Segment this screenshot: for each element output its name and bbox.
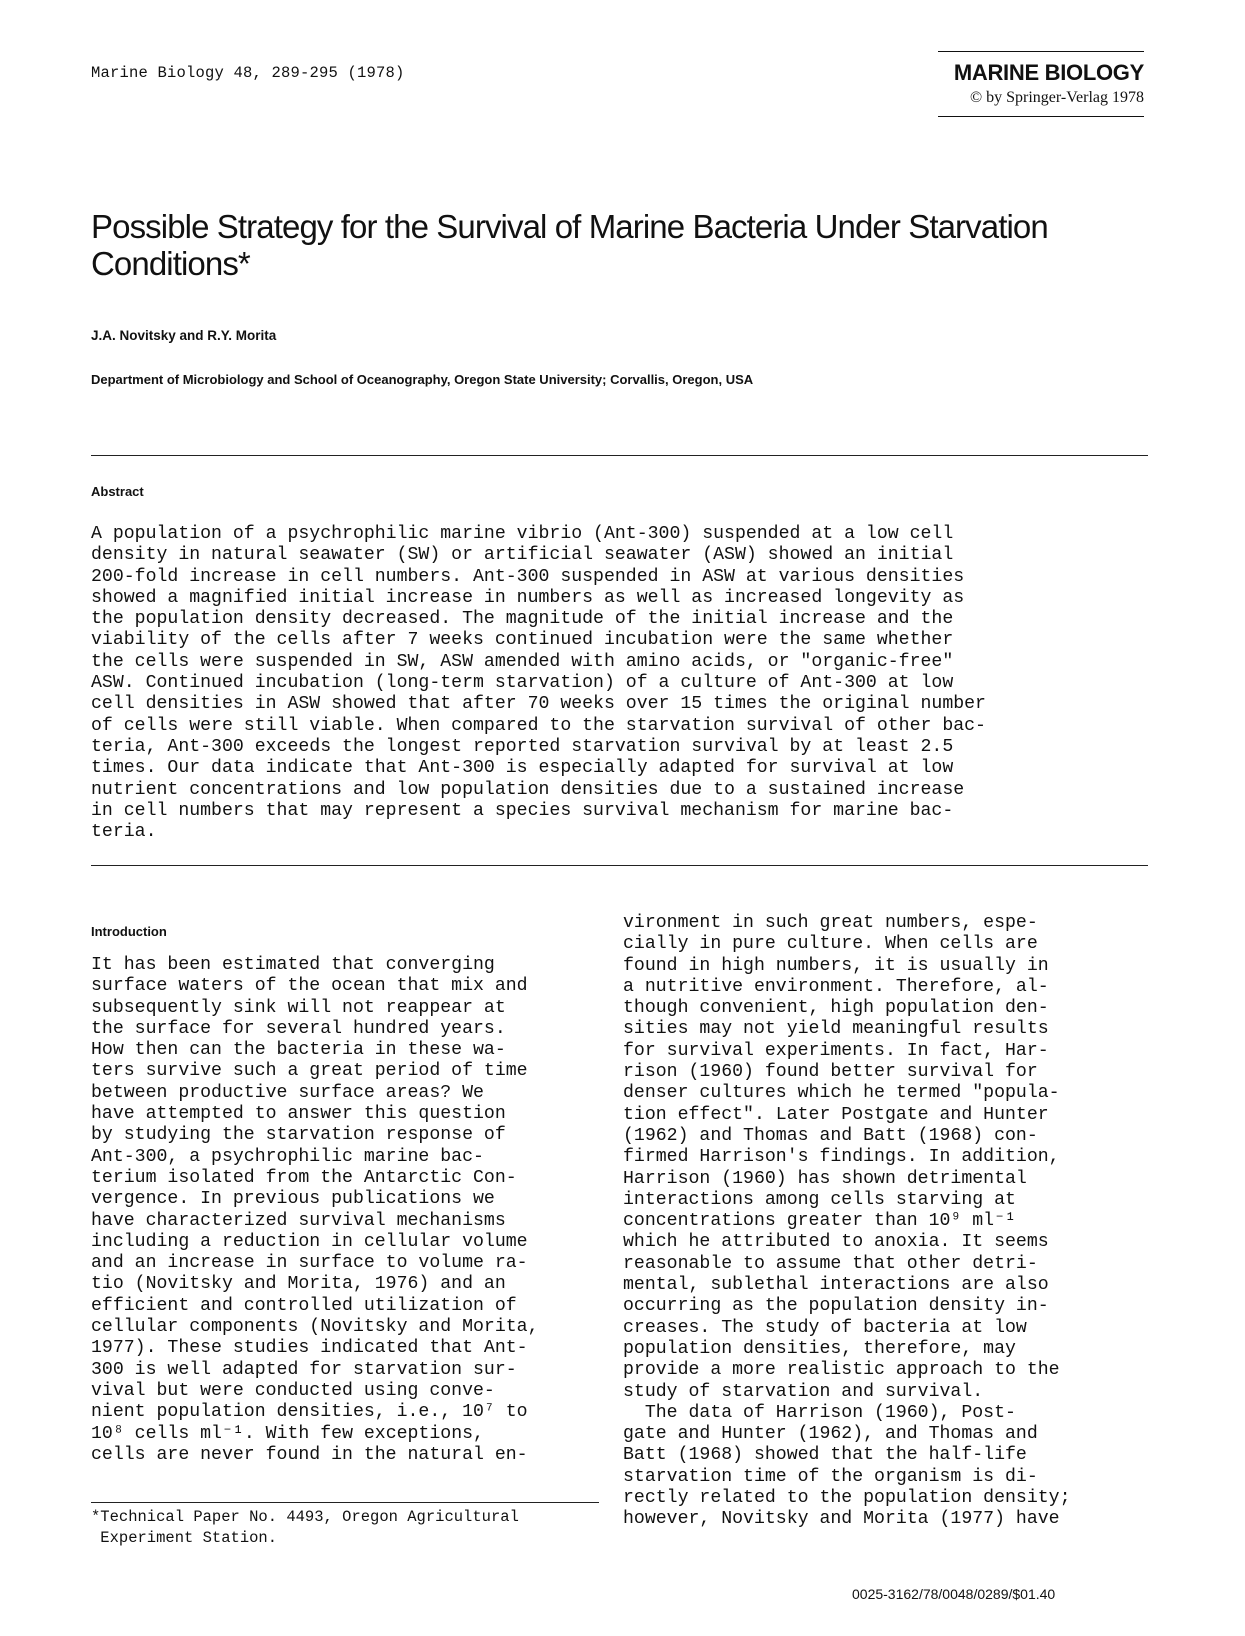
footnote-rule	[91, 1502, 599, 1503]
abstract-bottom-rule	[91, 865, 1148, 866]
introduction-left-column: It has been estimated that converging surface waters of the ocean that mix and subsequently sink will not reappear at the surface for several hundred years. How then can the bacteria in these wa- ters survive such a great period of time between productive surface areas? We have attempted to answer this question by studying the starvation response of Ant-300, a psychrophilic marine bac- terium isolated from the Antarctic Con- vergence. In previous publications we have characterized survival mechanisms including a reduction in cellular volume and an increase in surface to volume ra- tio (Novitsky and Morita, 1976) and an efficient and controlled utilization of cellular components (Novitsky and Morita, 1977). These studies indicated that Ant- 300 is well adapted for starvation sur- vival but were conducted using conve- nient population densities, i.e., 10⁷ to 10⁸ cells ml⁻¹. With few exceptions, cells are never found in the natural en-	[91, 955, 539, 1465]
copyright-line: © by Springer-Verlag 1978	[969, 89, 1144, 106]
introduction-right-column: vironment in such great numbers, espe- cially in pure culture. When cells are found in high numbers, it is usually in a nutritive environment. Therefore, al- though convenient, high population den- sities may not yield meaningful results for survival experiments. In fact, Har- rison (1960) found better survival for denser cultures which he termed "popula- tion effect". Later Postgate and Hunter (1962) and Thomas and Batt (1968) con- firmed Harrison's findings. In addition, Harrison (1960) has shown detrimental interactions among cells starving at concentrations greater than 10⁹ ml⁻¹ which he attributed to anoxia. It seems reasonable to assume that other detri- mental, sublethal interactions are also occurring as the population density in- creases. The study of bacteria at low population densities, therefore, may provide a more realistic approach to the study of starvation and survival. The data of Harrison (1960), Post- gate and Hunter (1962), and Thomas and Batt (1968) showed that the half-life starvation time of the organism is di- rectly related to the population density; however, Novitsky and Morita (1977) have	[623, 913, 1071, 1530]
brand-bottom-rule	[938, 116, 1144, 117]
journal-brand-box	[938, 51, 1144, 117]
abstract-top-rule	[91, 455, 1148, 456]
journal-reference: Marine Biology 48, 289-295 (1978)	[91, 64, 405, 82]
abstract-body: A population of a psychrophilic marine vibrio (Ant-300) suspended at a low cell density in natural seawater (SW) or artificial seawater (ASW) showed an initial 200-fold increase in cell numbers. Ant-300 suspended in ASW at various densities showed a magnified initial increase in numbers as well as increased longevity as the population density decreased. The magnitude of the initial increase and the viability of the cells after 7 weeks continued incubation were the same whether the cells were suspended in SW, ASW amended with amino acids, or "organic-free" ASW. Continued incubation (long-term starvation) of a culture of Ant-300 at low cell densities in ASW showed that after 70 weeks over 15 times the original number of cells were still viable. When compared to the starvation survival of other bac- teria, Ant-300 exceeds the longest reported starvation survival by at least 2.5 times. Our data indicate that Ant-300 is especially adapted for survival at low nutrient concentrations and low population densities due to a sustained increase in cell numbers that may represent a species survival mechanism for marine bac- teria.	[91, 524, 986, 843]
affiliation: Department of Microbiology and School of Oceanography, Oregon State University; Corvallis, Oregon, USA	[91, 372, 754, 387]
journal-brand: MARINE BIOLOGY	[953, 60, 1144, 85]
footnote: *Technical Paper No. 4493, Oregon Agricultural Experiment Station.	[91, 1508, 519, 1547]
abstract-heading: Abstract	[91, 484, 144, 499]
article-code: 0025-3162/78/0048/0289/$01.40	[852, 1586, 1056, 1602]
article-title: Possible Strategy for the Survival of Marine Bacteria Under Starvation Conditions*	[91, 208, 1048, 282]
brand-top-rule	[938, 51, 1144, 52]
authors: J.A. Novitsky and R.Y. Morita	[91, 328, 277, 343]
introduction-heading: Introduction	[91, 924, 167, 939]
